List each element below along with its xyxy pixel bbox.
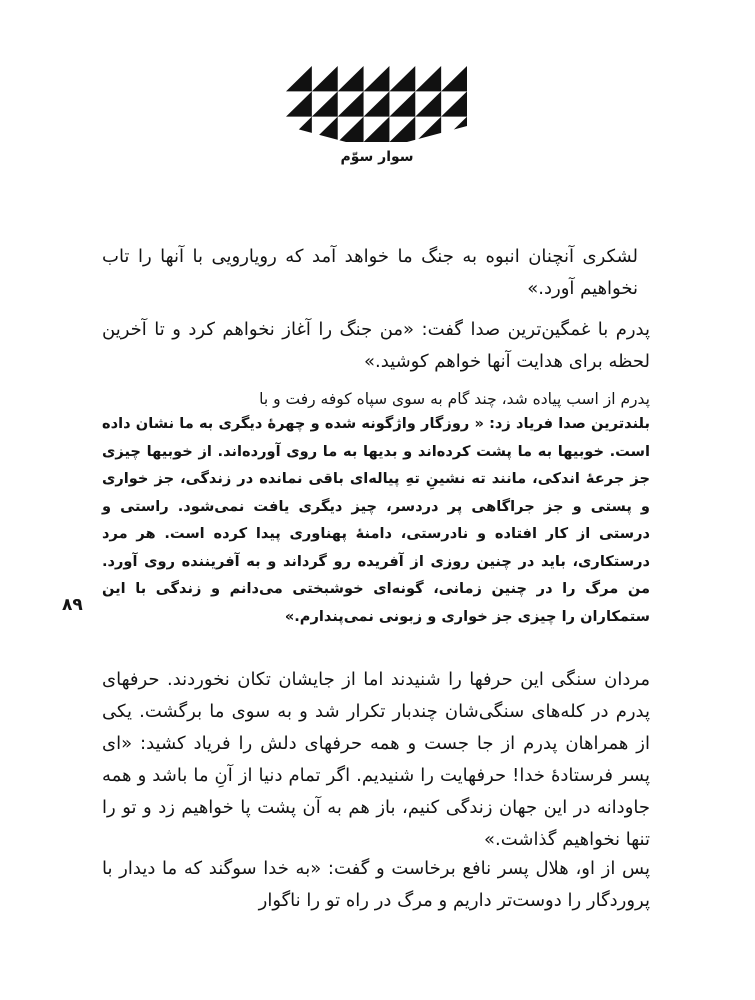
ornament-triangle (286, 91, 312, 116)
ornament-triangle (338, 117, 364, 142)
body-paragraph: پدرم از اسب پیاده شد، چند گام به سوی سپاه کوفه رفت و با (259, 390, 650, 408)
body-paragraph: مردان سنگی این حرفها را شنیدند اما از جایشان تکان نخوردند. حرفهای پدرم در کله‌های سنگی‌شان چندبار تکرار شد و به سوی ما برگشت. یکی از همراهان پدرم از جا جست و همه حرفهای دلش را فریاد کشید: «ای پسر فرستادهٔ خدا! حرفهایت را شنیدیم. اگر تمام دنیا از آنِ ما باشد و همه جاودانه در این جهان زندگی کنیم، باز هم به آن پشت پا خواهیم زد و تو را تنها نخواهیم گذاشت.» (102, 669, 650, 850)
body-paragraph: پس از او، هلال پسر نافع برخاست و گفت: «به خدا سوگند که ما دیدار با پروردگار را دوست‌تر داریم و مرگ در راه تو را ناگوار (102, 858, 650, 911)
ornament-triangle (364, 91, 390, 116)
ornament-triangle (338, 91, 364, 116)
ornament-triangle (364, 117, 390, 142)
ornament-triangle (286, 66, 312, 91)
body-paragraph: لشکری آنچنان انبوه به جنگ ما خواهد آمد که رویارویی با آنها را تاب نخواهیم آورد.» (102, 246, 638, 299)
ornament-triangle (415, 91, 441, 116)
ornament-triangle (415, 66, 441, 91)
triangle-pattern-ornament (286, 66, 467, 142)
ornament-triangle (312, 66, 338, 91)
ornament-triangle (389, 117, 415, 142)
ornament-triangle (338, 66, 364, 91)
speech-paragraph: بلندترین صدا فریاد زد: « روزگار واژگونه شده و چهرهٔ دیگری به ما نشان داده است. خوبیها به ما پشت کرده‌اند و بدیها به ما روی آورده‌اند. از خوبیها چیزی جز جرعهٔ اندکی، مانند ته نشینِ تهِ پیاله‌ای باقی نمانده در زندگی، جز خواری و پستی و جز جراگاهی پر دردسر، چیز دیگری یافت نمی‌شود. راستی و درستی از کار افتاده و نادرستی، دامنهٔ پهناوری پیدا کرده است. هر مرد درستکاری، باید در چنین روزی از آفریده رو گرداند و به آفریننده روی آورد. من مرگ را در چنین زمانی، گونه‌ای خوشبختی می‌دانم و زندگی با این ستمکاران را چیزی جز خواری و زبونی نمی‌پندارم.» (102, 415, 650, 625)
ornament-triangle (389, 66, 415, 91)
ornament-triangle (364, 66, 390, 91)
ornament-triangle (441, 66, 467, 91)
ornament-triangle (389, 91, 415, 116)
page-number: ۸۹ (62, 595, 83, 615)
chapter-title: سوار سوّم (340, 149, 414, 165)
body-paragraph: پدرم با غمگین‌ترین صدا گفت: «من جنگ را آغاز نخواهم کرد و تا آخرین لحظه برای هدایت آنها خواهم کوشید.» (102, 319, 650, 372)
ornament-triangle (441, 91, 467, 116)
ornament-triangle (312, 91, 338, 116)
